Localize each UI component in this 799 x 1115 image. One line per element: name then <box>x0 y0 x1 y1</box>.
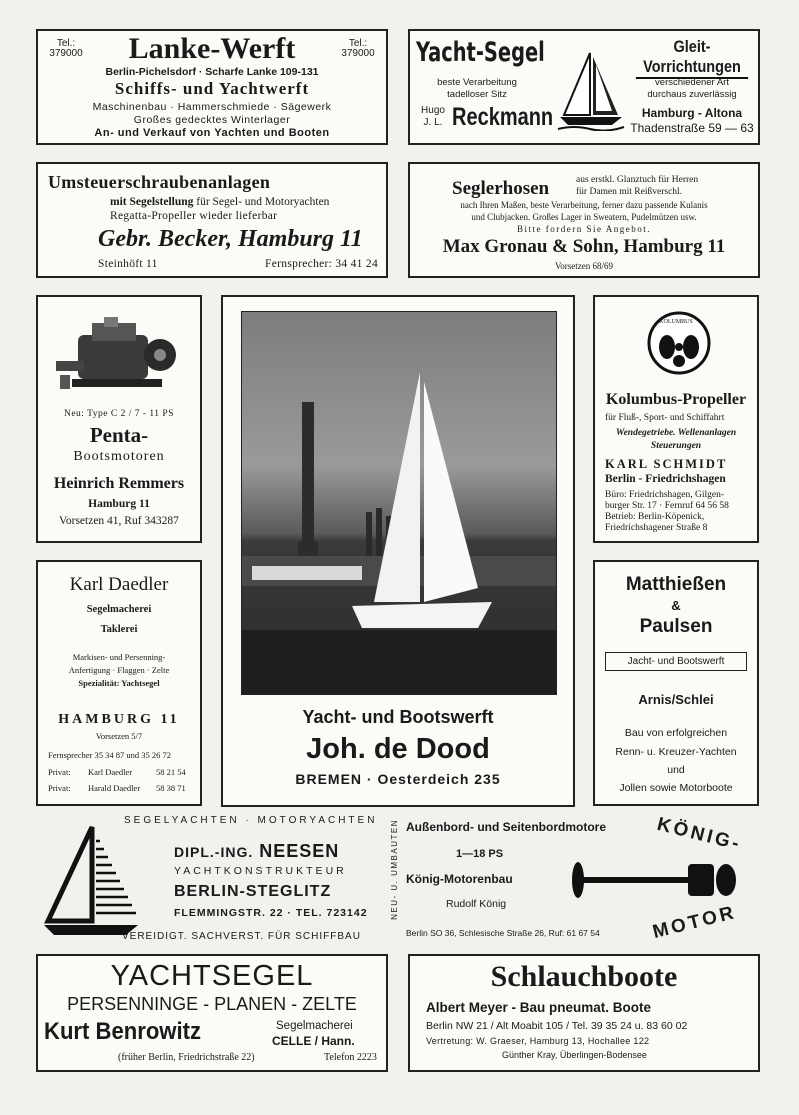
line4: Jollen sowie Motorboote <box>619 782 733 794</box>
kolumbus-title: Kolumbus-Propeller <box>605 391 747 408</box>
initials: J. L. <box>423 117 443 128</box>
phone-label: Fernsprecher <box>48 750 93 760</box>
ad-penta <box>36 295 202 543</box>
neesen-bottom: VEREIDIGT. SACHVERST. FÜR SCHIFFBAU <box>122 931 361 942</box>
ad-meyer <box>408 954 760 1072</box>
title: NEESEN <box>259 841 340 861</box>
rep2: Günther Kray, Überlingen-Bodensee <box>502 1050 647 1060</box>
private1-number: 58 21 54 <box>156 767 186 777</box>
city: BERLIN-STEGLITZ <box>174 883 332 900</box>
desc-line2: und Clubjacken. Großes Lager in Sweatern, Pudelmützen usw. <box>471 212 697 222</box>
ad-daedler <box>36 560 202 806</box>
city: Hamburg - Altona <box>641 106 743 120</box>
owner-name: Kurt Benrowitz <box>44 1018 202 1045</box>
ad-reckmann <box>408 29 760 145</box>
phone-number-left: 379000 <box>49 48 83 59</box>
usage-line: für Fluß-, Sport- und Schiffahrt <box>605 413 725 423</box>
brand-name: Penta- <box>89 423 149 447</box>
street: Steinhöft 11 <box>98 258 158 270</box>
gear-line: Wendegetriebe. Wellenanlagen <box>615 428 737 438</box>
service1: Markisen- und Persenning- <box>72 652 166 662</box>
phone-label-left: Tel.: <box>56 38 76 49</box>
engine-icon <box>52 315 188 397</box>
address: Berlin SO 36, Schlesische Straße 26, Ruf: 61 67 54 <box>406 928 600 938</box>
desc-line3: Bitte fordern Sie Angebot. <box>517 224 651 234</box>
line2: Renn- u. Kreuzer-Yachten <box>615 746 737 758</box>
line3: und <box>667 764 685 776</box>
title-prefix: DIPL.-ING. <box>174 844 254 860</box>
meyer-title: Schlauchboote <box>490 960 678 993</box>
steering-line: Steuerungen <box>650 441 702 451</box>
city: HAMBURG 11 <box>58 712 180 727</box>
owner: Rudolf König <box>446 898 507 910</box>
logo-top: KÖNIG- <box>654 813 744 856</box>
ad-benrowitz <box>36 954 388 1072</box>
trade: Segelmacherei <box>276 1020 353 1032</box>
outboard-motor-icon <box>570 856 740 904</box>
owner-name: KARL SCHMIDT <box>605 457 728 471</box>
harbor-scene-icon <box>242 312 556 694</box>
ad-gronau <box>408 162 760 278</box>
side-line2: für Damen mit Reißverschl. <box>576 187 683 197</box>
ad-neesen <box>36 815 399 945</box>
koenig-title: Außenbord- und Seitenbordmotore <box>406 820 606 834</box>
city: CELLE / Hann. <box>272 1034 355 1048</box>
ad-matthiessen <box>593 560 759 806</box>
role: YACHTKONSTRUKTEUR <box>174 865 347 877</box>
logo-bottom: MOTOR <box>650 901 739 944</box>
company-name: Lanke-Werft <box>128 32 296 65</box>
slide-line1: verschiedener Art <box>655 77 729 88</box>
dealer-city: Hamburg 11 <box>88 498 150 510</box>
slide-line2: durchaus zuverlässig <box>647 89 737 100</box>
dealer-name: Heinrich Remmers <box>53 475 185 492</box>
line-storage: Großes gedecktes Winterlager <box>133 114 291 126</box>
propeller-line: Regatta-Propeller wieder lieferbar <box>110 210 278 222</box>
private2-number: 58 38 71 <box>156 783 186 793</box>
private1-name: Karl Daedler <box>88 767 133 777</box>
sailboat-photo <box>241 311 557 695</box>
feature-rest: für Segel- und Motoryachten <box>193 196 330 208</box>
street: Thadenstraße 59 — 63 <box>630 121 754 135</box>
neesen-top: SEGELYACHTEN · MOTORYACHTEN <box>124 815 378 826</box>
name1: Matthießen <box>625 574 727 595</box>
ampersand: & <box>671 598 681 613</box>
first-name: Hugo <box>421 105 445 116</box>
gronau-title: Seglerhosen <box>452 178 550 199</box>
neesen-side: NEU- U. UMBAUTEN <box>390 819 399 920</box>
desc-line1: nach Ihren Maßen, beste Verarbeitung, ferner dazu passende Kulanis <box>460 200 708 210</box>
office-line2: burger Str. 17 · Fernruf 64 56 58 <box>605 501 729 511</box>
former-address: (früher Berlin, Friedrichstraße 22) <box>118 1052 255 1063</box>
slide-title: Gleit-Vorrichtungen <box>636 37 748 79</box>
side-line1: aus erstkl. Glanztuch für Herren <box>576 175 699 185</box>
logo-text: KOLUMBUS <box>659 319 693 325</box>
line-trade: An- und Verkauf von Yachten und Booten <box>94 127 330 139</box>
phone: Fernsprecher: 34 41 24 <box>265 258 378 270</box>
phone-number-right: 379000 <box>341 48 375 59</box>
address: Berlin NW 21 / Alt Moabit 105 / Tel. 39 35 24 u. 83 60 02 <box>426 1020 688 1032</box>
quality-line: beste Verarbeitung <box>437 77 517 88</box>
rep1: Vertretung: W. Graeser, Hamburg 13, Hochallee 122 <box>426 1036 650 1046</box>
fit-line: tadelloser Sitz <box>447 89 507 100</box>
engine-type: Neu: Type C 2 / 7 - 11 PS <box>63 409 174 419</box>
phone-label-right: Tel.: <box>348 38 368 49</box>
private1-label: Privat: <box>48 767 71 777</box>
line-services: Maschinenbau · Hammerschmiede · Sägewerk <box>92 101 332 113</box>
works-line2: Friedrichshagener Straße 8 <box>605 523 708 533</box>
name2: Paulsen <box>639 616 713 637</box>
company-name: Max Gronau & Sohn, Hamburg 11 <box>442 236 726 257</box>
daedler-name: Karl Daedler <box>69 574 169 595</box>
ad-becker <box>36 162 388 278</box>
address: BREMEN · Oesterdeich 235 <box>295 771 501 787</box>
company: Albert Meyer - Bau pneumat. Boote <box>426 1000 652 1015</box>
company: König-Motorenbau <box>406 872 513 886</box>
office-line1: Büro: Friedrichshagen, Gilgen- <box>605 490 724 500</box>
works-line1: Betrieb: Berlin-Köpenick, <box>605 512 705 522</box>
sailboat-icon <box>556 49 626 131</box>
dealer-address: Vorsetzen 41, Ruf 343287 <box>59 515 179 527</box>
owner-city: Berlin - Friedrichshagen <box>605 473 726 485</box>
company-name: Gebr. Becker, Hamburg 11 <box>98 226 363 252</box>
sailboat-logo-icon <box>40 823 140 943</box>
specialty: Spezialität: Yachtsegel <box>78 678 160 688</box>
private2-name: Harald Daedler <box>88 783 141 793</box>
shipyard-box: Jacht- und Bootswerft <box>605 652 747 671</box>
service2: Anfertigung · Flaggen · Zelte <box>68 665 170 675</box>
line1: Bau von erfolgreichen <box>624 727 728 739</box>
trade2: Taklerei <box>100 624 138 635</box>
private2-label: Privat: <box>48 783 71 793</box>
surname: Reckmann <box>452 103 554 131</box>
phone: 35 34 87 und 35 26 72 <box>94 750 171 760</box>
dood-title: Yacht- und Bootswerft <box>302 707 494 727</box>
brand-sub: Bootsmotoren <box>73 449 165 464</box>
address: FLEMMINGSTR. 22 · TEL. 723142 <box>174 907 368 919</box>
place: Arnis/Schlei <box>638 692 714 707</box>
address: Vorsetzen 68/69 <box>554 261 614 271</box>
address: Berlin-Pichelsdorf · Scharfe Lanke 109-131 <box>105 66 319 78</box>
company-name: Joh. de Dood <box>306 733 490 765</box>
power: 1—18 PS <box>456 848 504 860</box>
ad-koenig <box>406 813 768 948</box>
ad-lanke-werft <box>36 29 388 145</box>
becker-title: Umsteuerschraubenanlagen <box>48 172 271 192</box>
ad-kolumbus <box>593 295 759 543</box>
phone: Telefon 2223 <box>324 1052 377 1063</box>
subtitle: Schiffs- und Yachtwerft <box>114 79 310 98</box>
products: PERSENNINGE - PLANEN - ZELTE <box>67 994 357 1014</box>
feature-bold: mit Segelstellung <box>110 196 194 208</box>
ad-de-dood <box>221 295 575 807</box>
trade1: Segelmacherei <box>86 604 152 615</box>
address: Vorsetzen 5/7 <box>95 731 143 741</box>
benrowitz-title: YACHTSEGEL <box>110 960 314 992</box>
reckmann-title: Yacht-Segel <box>416 37 545 68</box>
